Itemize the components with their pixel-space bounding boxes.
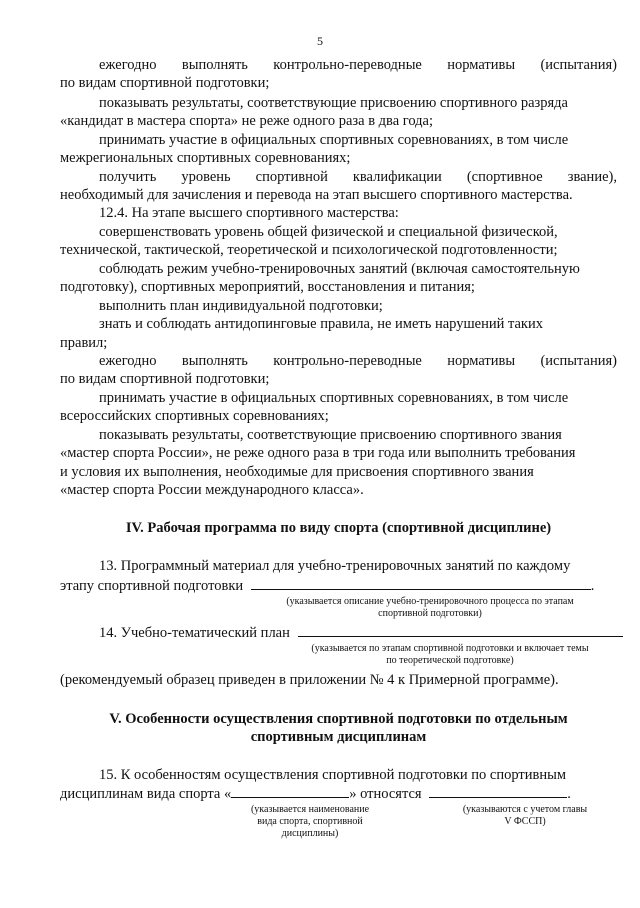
text-line: соблюдать режим учебно-тренировочных занятий (включая самостоятельную: [99, 261, 580, 277]
text-line: принимать участие в официальных спортивных соревнованиях, в том числе: [99, 132, 569, 148]
fill-in-blank[interactable]: [231, 797, 349, 798]
text-line: и условия их выполнения, необходимые для присвоения спортивного звания: [60, 464, 534, 480]
text-line: технической, тактической, теоретической и психологической подготовленности;: [60, 242, 558, 258]
field-caption: V ФССП): [504, 816, 546, 827]
text-line: ежегодно выполнять контрольно-переводные нормативы (испытания): [99, 353, 617, 369]
paragraph-heading: 12.4. На этапе высшего спортивного мастерства:: [99, 205, 399, 221]
section-heading: V. Особенности осуществления спортивной подготовки по отдельным: [109, 711, 568, 727]
text-line: 13. Программный материал для учебно-тренировочных занятий по каждому: [99, 558, 571, 574]
text-line: этапу спортивной подготовки .: [60, 578, 595, 594]
text-line: 15. К особенностям осуществления спортивной подготовки по спортивным: [99, 767, 567, 783]
text-line: подготовку), спортивных мероприятий, восстановления и питания;: [60, 279, 475, 295]
text-line: правил;: [60, 335, 108, 351]
text-line: (рекомендуемый образец приведен в приложении № 4 к Примерной программе).: [60, 672, 559, 688]
text-line: принимать участие в официальных спортивных соревнованиях, в том числе: [99, 390, 569, 406]
text-line: знать и соблюдать антидопинговые правила, не иметь нарушений таких: [99, 316, 543, 332]
text-line: получить уровень спортивной квалификации (спортивное звание),: [99, 169, 617, 185]
page-number: 5: [317, 34, 323, 48]
field-caption: (указывается описание учебно-тренировочного процесса по этапам: [286, 596, 574, 607]
field-caption: (указываются с учетом главы: [462, 804, 588, 815]
text-line: ежегодно выполнять контрольно-переводные нормативы (испытания): [99, 57, 617, 73]
text-line: выполнить план индивидуальной подготовки;: [99, 298, 383, 314]
text-line: всероссийских спортивных соревнованиях;: [60, 408, 329, 424]
text-line: «мастер спорта России международного класса».: [60, 482, 364, 498]
field-caption: вида спорта, спортивной: [257, 816, 363, 827]
text-line: по видам спортивной подготовки;: [60, 371, 270, 387]
text-line: показывать результаты, соответствующие присвоению спортивного звания: [99, 427, 562, 443]
text-line: «кандидат в мастера спорта» не реже одного раза в два года;: [60, 113, 434, 129]
text-line: 14. Учебно-тематический план: [99, 625, 623, 641]
field-caption: (указывается наименование: [250, 804, 370, 815]
text-line: по видам спортивной подготовки;: [60, 75, 270, 91]
field-caption: (указывается по этапам спортивной подготовки и включает темы: [311, 643, 589, 654]
field-caption: спортивной подготовки): [378, 608, 482, 619]
field-caption: по теоретической подготовке): [386, 655, 514, 666]
field-caption: дисциплины): [281, 828, 339, 839]
section-heading: спортивным дисциплинам: [250, 729, 427, 745]
fill-in-blank[interactable]: [298, 636, 623, 637]
fill-in-blank[interactable]: [251, 589, 591, 590]
text-line: показывать результаты, соответствующие присвоению спортивного разряда: [99, 95, 568, 111]
section-heading: IV. Рабочая программа по виду спорта (спортивной дисциплине): [125, 520, 552, 536]
text-line: необходимый для зачисления и перевода на этап высшего спортивного мастерства.: [60, 187, 573, 203]
text-line: «мастер спорта России», не реже одного раза в три года или выполнить требования: [60, 445, 576, 461]
text-line: межрегиональных спортивных соревнованиях;: [60, 150, 351, 166]
text-line: дисциплинам вида спорта « » относятся .: [60, 786, 571, 802]
text-line: совершенствовать уровень общей физической и специальной физической,: [99, 224, 558, 240]
fill-in-blank[interactable]: [429, 797, 567, 798]
